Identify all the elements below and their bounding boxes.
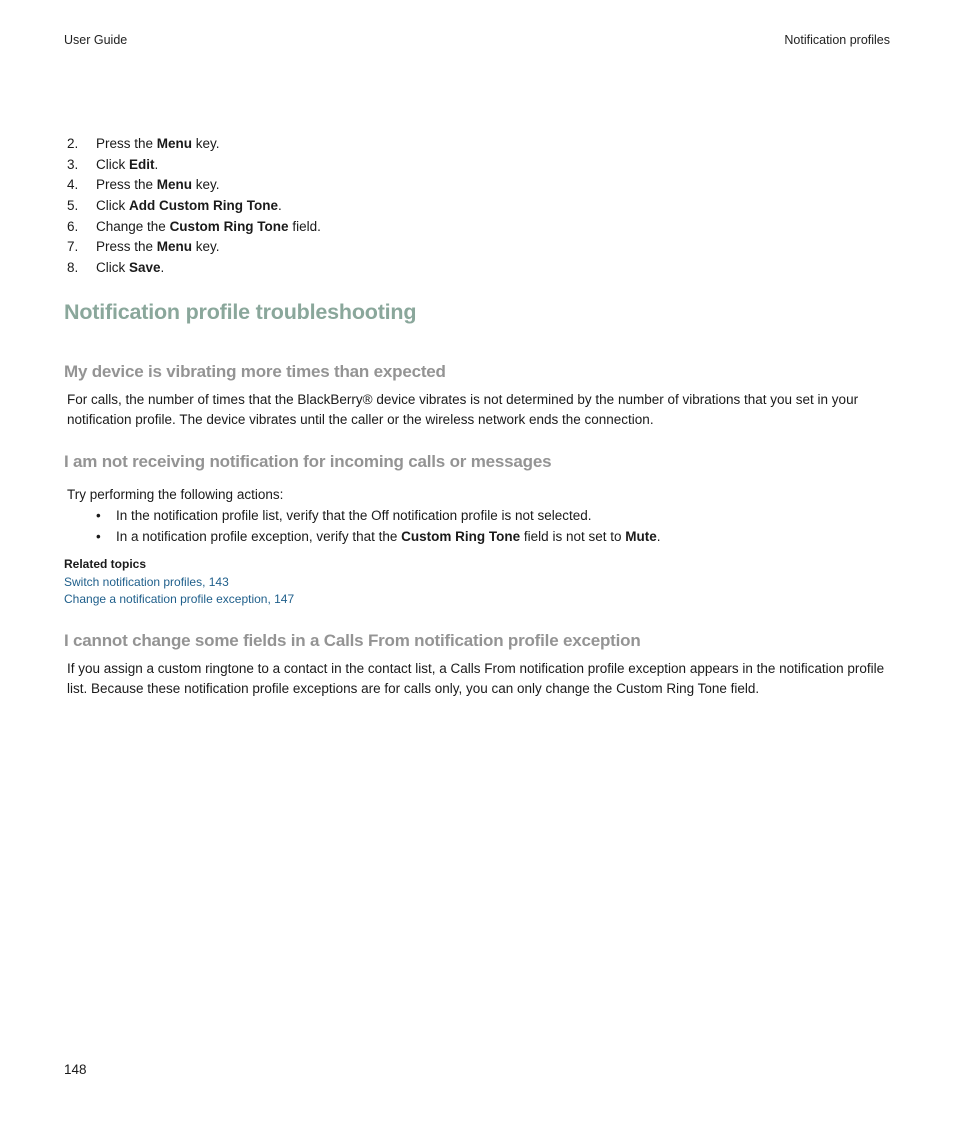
step-item: 5. Click Add Custom Ring Tone. bbox=[67, 198, 282, 214]
actions-list bbox=[96, 505, 661, 547]
list-item: • In a notification profile exception, verify that the Custom Ring Tone field is not set to Mute. bbox=[96, 526, 661, 547]
step-item: 8. Click Save. bbox=[67, 260, 165, 276]
not-receiving-intro: Try performing the following actions: bbox=[67, 487, 284, 502]
list-item: • In the notification profile list, verify that the Off notification profile is not selected. bbox=[96, 505, 661, 526]
related-link-change-exception[interactable]: Change a notification profile exception, 147 bbox=[64, 592, 295, 606]
calls-from-heading: I cannot change some fields in a Calls From notification profile exception bbox=[64, 631, 641, 650]
related-topics-title: Related topics bbox=[64, 557, 147, 571]
vibrating-heading: My device is vibrating more times than expected bbox=[64, 362, 446, 381]
bullet-glyph: • bbox=[96, 508, 101, 523]
step-item: 7. Press the Menu key. bbox=[67, 239, 220, 255]
bullet-glyph: • bbox=[96, 529, 101, 544]
page-number: 148 bbox=[64, 1062, 87, 1077]
section-title: Notification profile troubleshooting bbox=[64, 300, 417, 324]
running-header-right: Notification profiles bbox=[784, 33, 890, 47]
calls-from-body: If you assign a custom ringtone to a contact in the contact list, a Calls From notification profile exception appears in the notification profile list. Because these notification profile exceptions are for calls only, you can only change the Custom Ring Tone field. bbox=[67, 661, 885, 696]
steps-list bbox=[64, 134, 321, 279]
related-link-switch-profiles[interactable]: Switch notification profiles, 143 bbox=[64, 575, 229, 589]
vibrating-body: For calls, the number of times that the BlackBerry® device vibrates is not determined by the number of vibrations that you set in your notification profile. The device vibrates until the caller or the wireless network ends the connection. bbox=[67, 392, 859, 427]
step-item: 2. Press the Menu key. bbox=[67, 136, 220, 151]
step-item: 4. Press the Menu key. bbox=[67, 177, 220, 193]
not-receiving-heading: I am not receiving notification for incoming calls or messages bbox=[64, 452, 552, 471]
step-item: 6. Change the Custom Ring Tone field. bbox=[67, 218, 321, 234]
step-item: 3. Click Edit. bbox=[67, 156, 159, 172]
running-header-left: User Guide bbox=[64, 33, 128, 47]
